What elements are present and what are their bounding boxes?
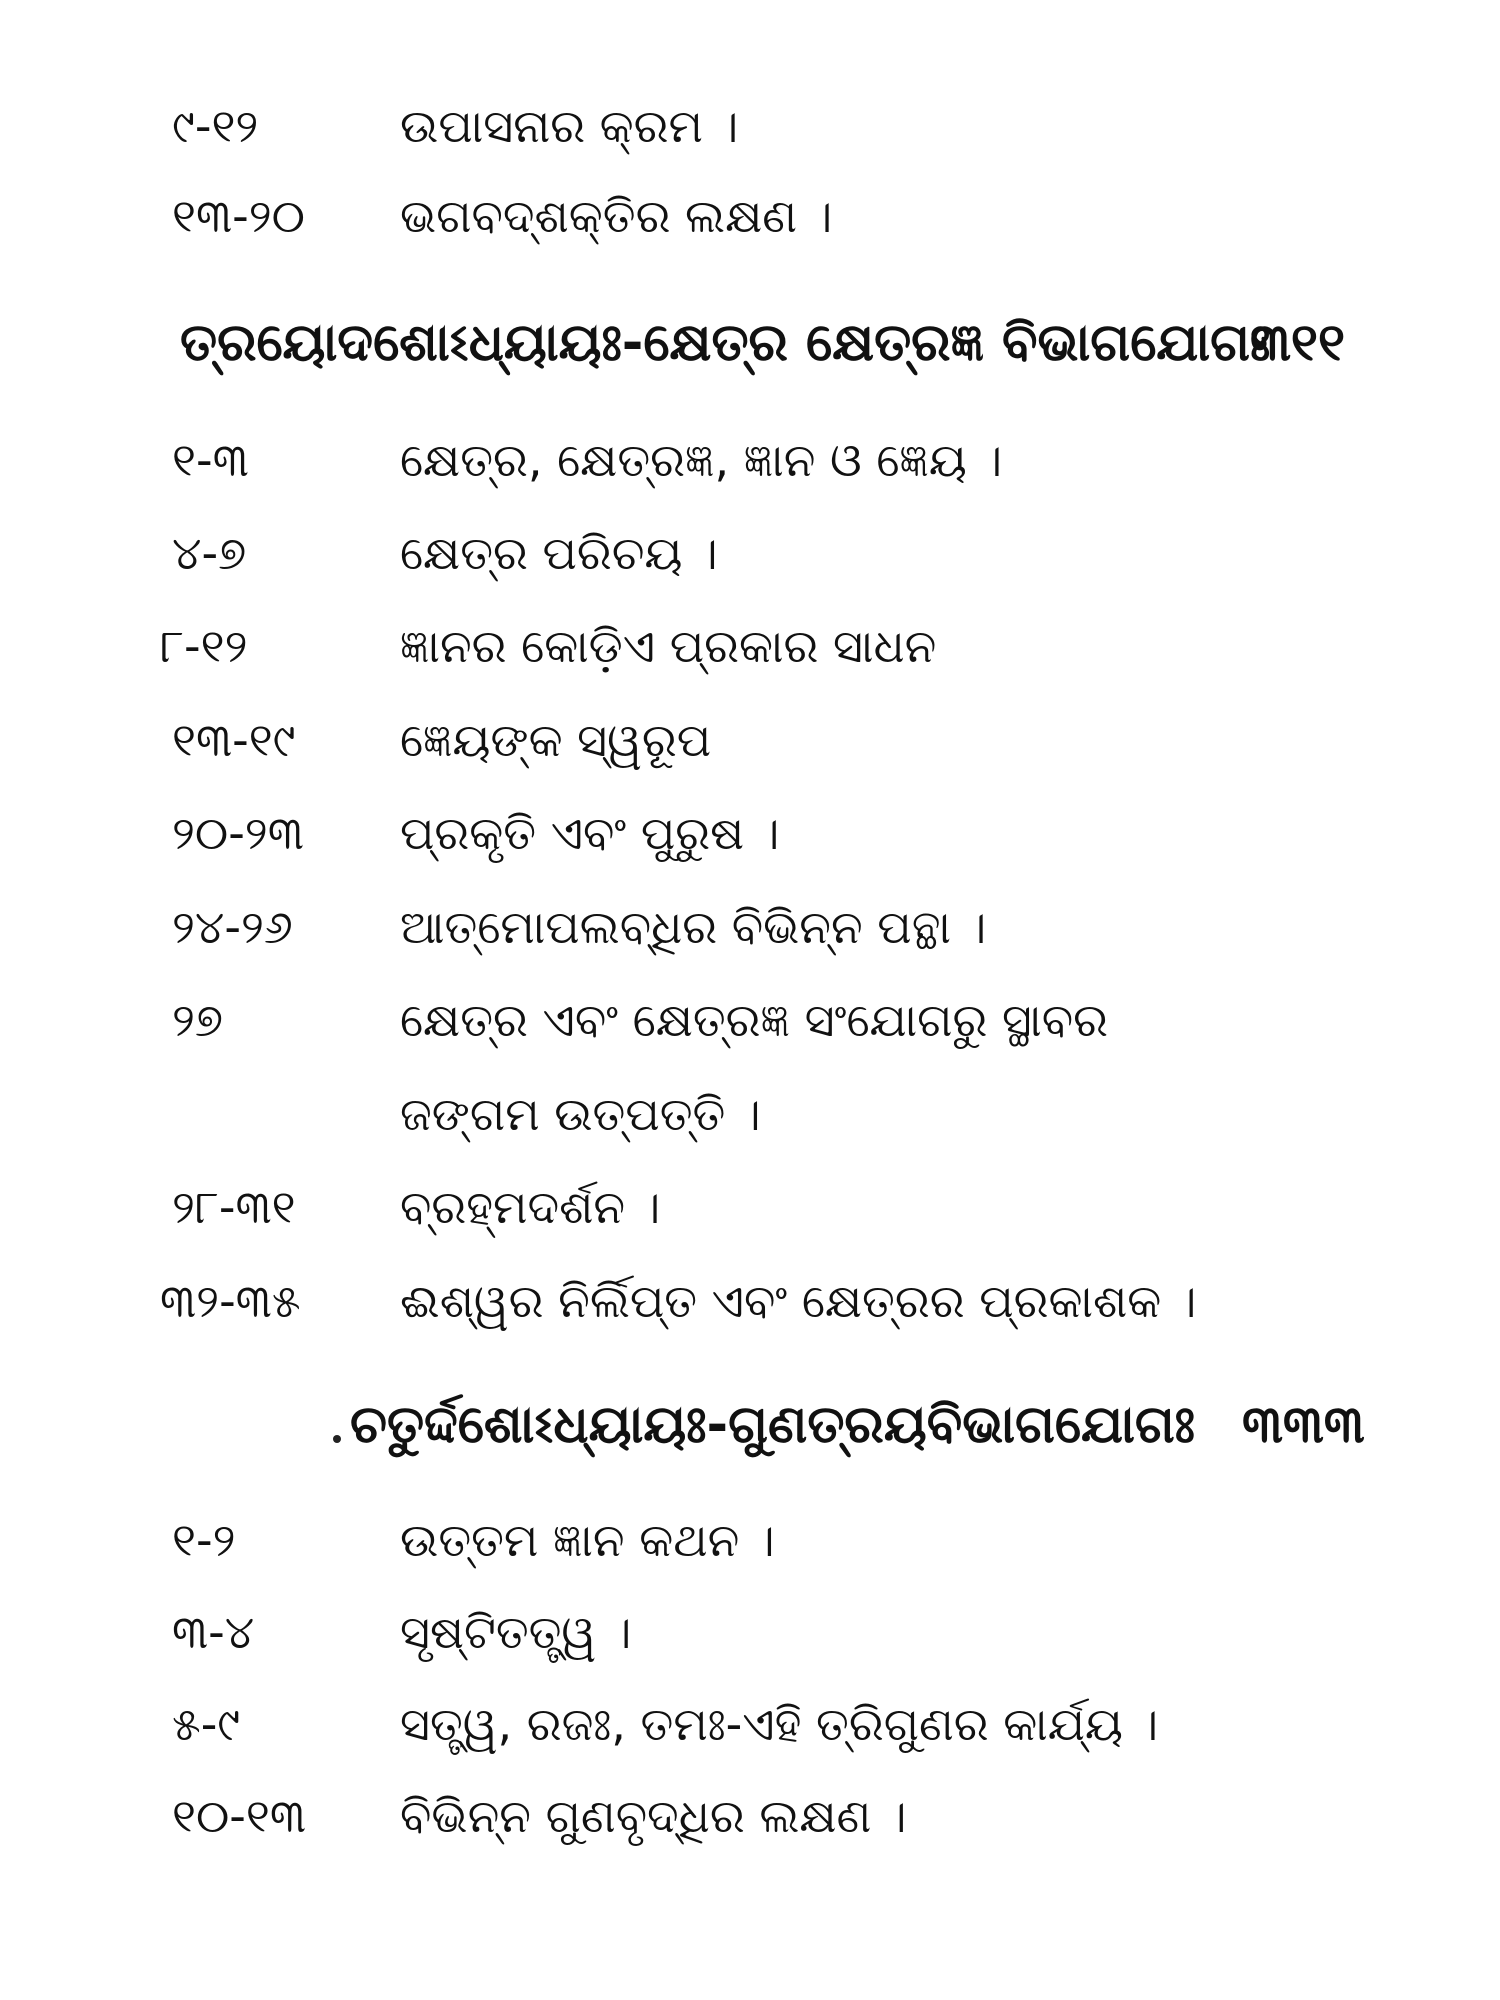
entry-text: ଭଗବଦ୍‌ଶକ୍ତିର ଲକ୍ଷଣ । (400, 189, 833, 243)
entry-text: ଆତ୍ମୋପଲବ୍ଧିର ବିଭିନ୍ନ ପନ୍ଥା । (400, 900, 987, 954)
entry-text: ଉତ୍ତମ ଜ୍ଞାନ କଥନ । (400, 1513, 775, 1567)
entry-text: କ୍ଷେତ୍ର ପରିଚୟ । (400, 526, 718, 580)
entry-text: ସୃଷ୍ଟିତତ୍ତ୍ୱ । (400, 1605, 632, 1659)
entry-text: ଜ୍ଞାନର କୋଡ଼ିଏ ପ୍ରକାର ସାଧନ (400, 619, 937, 673)
verse-range: ୧୩-୧୯ (172, 713, 296, 767)
verse-range: ୩୨-୩୫ (160, 1274, 301, 1328)
chapter-page-number: ୩୩୩ (1242, 1395, 1365, 1455)
chapter-title: ତ୍ରୟୋଦଶୋଽଧ୍ୟାୟଃ-କ୍ଷେତ୍ର କ୍ଷେତ୍ରଜ୍ଞ ବିଭାଗଯୋଗଃ (180, 313, 1271, 373)
verse-range: ୧୩-୨୦ (172, 189, 305, 243)
list-item (0, 430, 1500, 490)
ink-dot (333, 1435, 341, 1443)
entry-text: ଈଶ୍ୱର ନିର୍ଲିପ୍ତ ଏବଂ କ୍ଷେତ୍ରର ପ୍ରକାଶକ । (400, 1274, 1197, 1328)
entry-text: କ୍ଷେତ୍ର, କ୍ଷେତ୍ରଜ୍ଞ, ଜ୍ଞାନ ଓ ଜ୍ଞେୟ । (400, 433, 1003, 487)
verse-range: ୧୦-୧୩ (172, 1789, 306, 1843)
verse-range: ୧-୨ (172, 1513, 236, 1567)
entry-text: କ୍ଷେତ୍ର ଏବଂ କ୍ଷେତ୍ରଜ୍ଞ ସଂଯୋଗରୁ ସ୍ଥାବର (400, 993, 1109, 1047)
entry-text: ସତ୍ତ୍ୱ, ରଜଃ, ତମଃ-ଏହି ତ୍ରିଗୁଣର କାର୍ଯ୍ୟ । (400, 1697, 1159, 1751)
entry-text: ପ୍ରକୃତି ଏବଂ ପୁରୁଷ । (400, 806, 780, 860)
list-item (0, 990, 1500, 1050)
entry-text: ଉପାସନାର କ୍ରମ । (400, 99, 739, 153)
verse-range: ୨୪-୨୬ (172, 900, 293, 954)
entry-text: ଜ୍ଞେୟଙ୍କ ସ୍ୱରୂପ (400, 713, 712, 767)
list-item (0, 897, 1500, 957)
list-item (0, 803, 1500, 863)
list-item (0, 186, 1500, 246)
list-item (0, 523, 1500, 583)
chapter-page-number: ୩୧୧ (1250, 313, 1346, 373)
verse-range: ୮-୧୨ (160, 619, 248, 673)
list-item (0, 1786, 1500, 1846)
list-item (0, 1271, 1500, 1331)
verse-range: ୩-୪ (172, 1605, 255, 1659)
verse-range: ୨୭ (172, 993, 224, 1047)
list-item-continuation (0, 1084, 1500, 1144)
chapter-heading (350, 1390, 1400, 1460)
entry-text: ବ୍ରହ୍ମଦର୍ଶନ । (400, 1180, 661, 1234)
verse-range: ୨୦-୨୩ (172, 806, 304, 860)
list-item (0, 1510, 1500, 1570)
verse-range: ୫-୯ (172, 1697, 241, 1751)
list-item (0, 1694, 1500, 1754)
entry-text: ଜଙ୍ଗମ ଉତ୍ପତ୍ତି । (400, 1087, 761, 1141)
list-item (0, 710, 1500, 770)
list-item (0, 1177, 1500, 1237)
verse-range: ୧-୩ (172, 433, 249, 487)
list-item (0, 96, 1500, 156)
entry-text: ବିଭିନ୍ନ ଗୁଣବୃଦ୍ଧିର ଲକ୍ଷଣ । (400, 1789, 907, 1843)
verse-range: ୪-୭ (172, 526, 247, 580)
list-item (0, 616, 1500, 676)
verse-range: ୯-୧୨ (172, 99, 259, 153)
chapter-heading (180, 308, 1400, 378)
verse-range: ୨୮-୩୧ (172, 1180, 296, 1234)
chapter-title: ଚତୁର୍ଦ୍ଦଶୋଽଧ୍ୟାୟଃ-ଗୁଣତ୍ରୟବିଭାଗଯୋଗଃ (350, 1395, 1196, 1455)
list-item (0, 1602, 1500, 1662)
